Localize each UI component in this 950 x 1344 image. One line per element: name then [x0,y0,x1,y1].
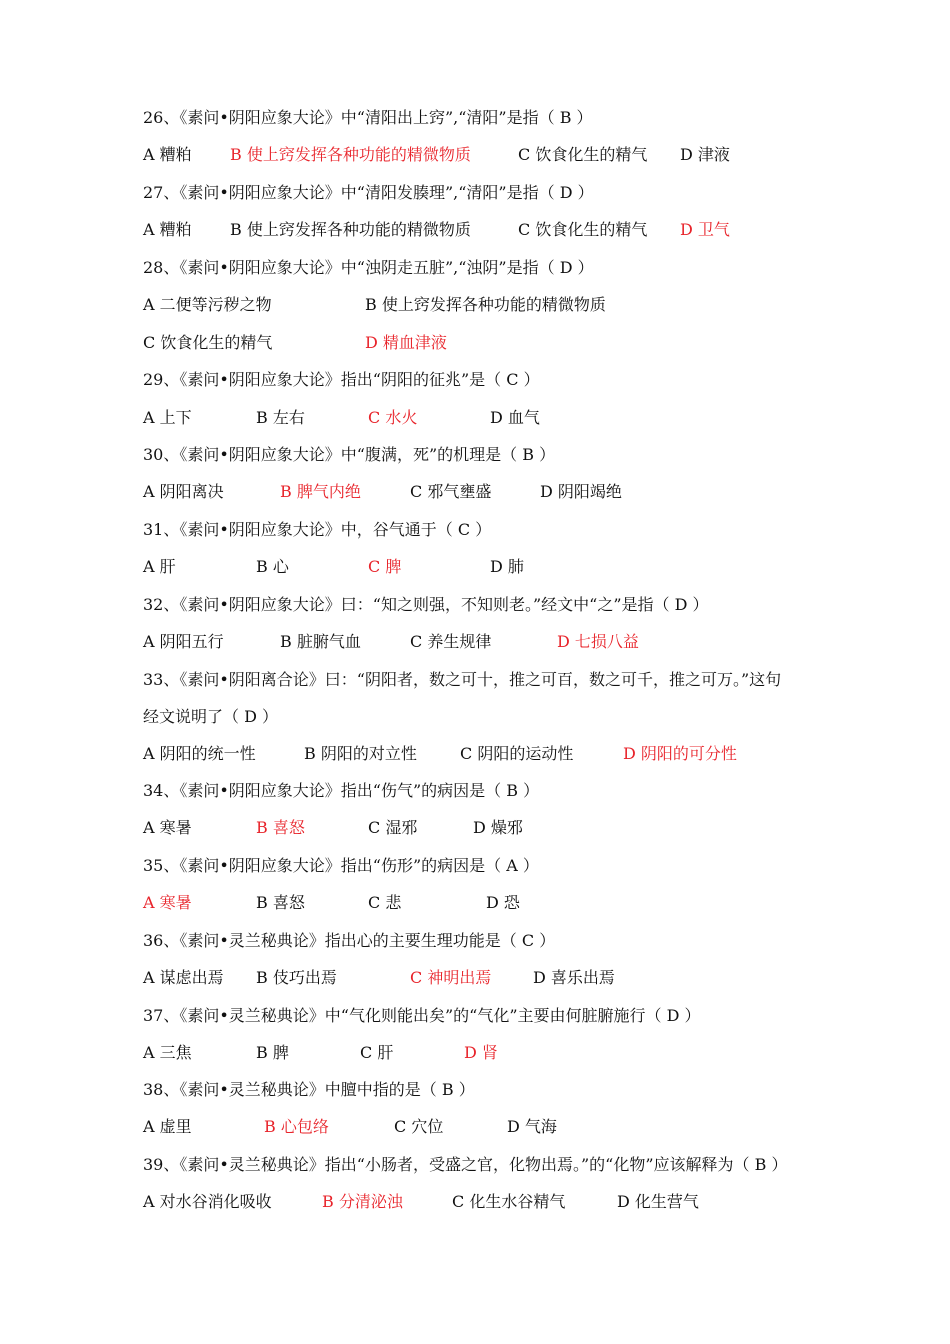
option-29-c-answer: C 水火 [368,408,418,427]
option-39-b-answer: B 分清泌浊 [322,1192,403,1211]
question-37: 37、《素问•灵兰秘典论》中“气化则能出矣”的“气化”主要由何脏腑施行（ D ） [143,1006,701,1025]
option-39-c: C 化生水谷精气 [452,1192,566,1211]
question-33-continued: 经文说明了（ D ） [143,707,279,726]
question-31: 31、《素问•阴阳应象大论》中，谷气通于（ C ） [143,520,492,539]
option-34-b-answer: B 喜怒 [256,818,305,837]
option-36-c-answer: C 神明出焉 [410,968,492,987]
option-34-c: C 湿邪 [368,818,418,837]
options-row-35 [143,893,823,913]
option-27-b: B 使上窍发挥各种功能的精微物质 [230,220,471,239]
option-33-b: B 阴阳的对立性 [304,744,417,763]
question-28: 28、《素问•阴阳应象大论》中“浊阴走五脏”,“浊阴”是指（ D ） [143,258,594,277]
option-28-b: B 使上窍发挥各种功能的精微物质 [365,295,606,314]
option-34-d: D 燥邪 [473,818,523,837]
option-36-a: A 谋虑出焉 [143,968,224,987]
options-row-30 [143,482,823,502]
options-row-33 [143,744,823,764]
question-29: 29、《素问•阴阳应象大论》指出“阴阳的征兆”是（ C ） [143,370,540,389]
option-35-d: D 恐 [486,893,520,912]
option-39-d: D 化生营气 [617,1192,699,1211]
options-row-29 [143,408,823,428]
option-31-b: B 心 [256,557,289,576]
option-33-d-answer: D 阴阳的可分性 [623,744,737,763]
options-row-36 [143,968,823,988]
option-35-b: B 喜怒 [256,893,305,912]
option-37-a: A 三焦 [143,1043,192,1062]
option-32-c: C 养生规律 [410,632,492,651]
option-32-b: B 脏腑气血 [280,632,361,651]
option-30-c: C 邪气壅盛 [410,482,492,501]
question-35: 35、《素问•阴阳应象大论》指出“伤形”的病因是（ A ） [143,856,539,875]
question-39: 39、《素问•灵兰秘典论》指出“小肠者，受盛之官，化物出焉。”的“化物”应该解释为（ B ） [143,1155,788,1174]
question-26: 26、《素问•阴阳应象大论》中“清阳出上窍”,“清阳”是指（ B ） [143,108,593,127]
option-30-a: A 阴阳离决 [143,482,224,501]
option-37-d-answer: D 肾 [464,1043,498,1062]
option-35-c: C 悲 [368,893,402,912]
option-30-b-answer: B 脾气内绝 [280,482,361,501]
option-29-a: A 上下 [143,408,192,427]
option-32-a: A 阴阳五行 [143,632,224,651]
options-row-26 [143,145,823,165]
option-30-d: D 阴阳竭绝 [540,482,622,501]
options-row-28-2 [143,333,823,353]
options-row-27 [143,220,823,240]
option-29-d: D 血气 [490,408,540,427]
options-row-37 [143,1043,823,1063]
option-26-a: A 糟粕 [143,145,192,164]
option-38-a: A 虚里 [143,1117,192,1136]
option-37-c: C 肝 [360,1043,394,1062]
option-36-d: D 喜乐出焉 [533,968,615,987]
option-37-b: B 脾 [256,1043,289,1062]
option-31-c-answer: C 脾 [368,557,402,576]
options-row-38 [143,1117,823,1137]
question-30: 30、《素问•阴阳应象大论》中“腹满，死”的机理是（ B ） [143,445,556,464]
options-row-28-1 [143,295,823,315]
option-27-c: C 饮食化生的精气 [518,220,648,239]
option-36-b: B 伎巧出焉 [256,968,337,987]
question-33: 33、《素问•阴阳离合论》曰：“阴阳者，数之可十，推之可百，数之可千，推之可万。”这句 [143,670,782,689]
option-38-d: D 气海 [507,1117,557,1136]
option-27-d-answer: D 卫气 [680,220,730,239]
question-38: 38、《素问•灵兰秘典论》中膻中指的是（ B ） [143,1080,475,1099]
question-27: 27、《素问•阴阳应象大论》中“清阳发腠理”,“清阳”是指（ D ） [143,183,594,202]
question-36: 36、《素问•灵兰秘典论》指出心的主要生理功能是（ C ） [143,931,556,950]
option-39-a: A 对水谷消化吸收 [143,1192,272,1211]
option-33-c: C 阴阳的运动性 [460,744,574,763]
options-row-34 [143,818,823,838]
option-26-c: C 饮食化生的精气 [518,145,648,164]
option-29-b: B 左右 [256,408,305,427]
option-31-a: A 肝 [143,557,176,576]
option-28-c: C 饮食化生的精气 [143,333,273,352]
options-row-39 [143,1192,823,1212]
option-26-d: D 津液 [680,145,730,164]
option-32-d-answer: D 七损八益 [557,632,639,651]
option-35-a-answer: A 寒暑 [143,893,192,912]
question-34: 34、《素问•阴阳应象大论》指出“伤气”的病因是（ B ） [143,781,540,800]
options-row-32 [143,632,823,652]
option-34-a: A 寒暑 [143,818,192,837]
option-28-d-answer: D 精血津液 [365,333,447,352]
question-32: 32、《素问•阴阳应象大论》曰：“知之则强，不知则老。”经文中“之”是指（ D ） [143,595,709,614]
option-26-b-answer: B 使上窍发挥各种功能的精微物质 [230,145,471,164]
option-38-c: C 穴位 [394,1117,444,1136]
option-27-a: A 糟粕 [143,220,192,239]
option-28-a: A 二便等污秽之物 [143,295,272,314]
option-33-a: A 阴阳的统一性 [143,744,256,763]
options-row-31 [143,557,823,577]
option-38-b-answer: B 心包络 [264,1117,329,1136]
option-31-d: D 肺 [490,557,524,576]
